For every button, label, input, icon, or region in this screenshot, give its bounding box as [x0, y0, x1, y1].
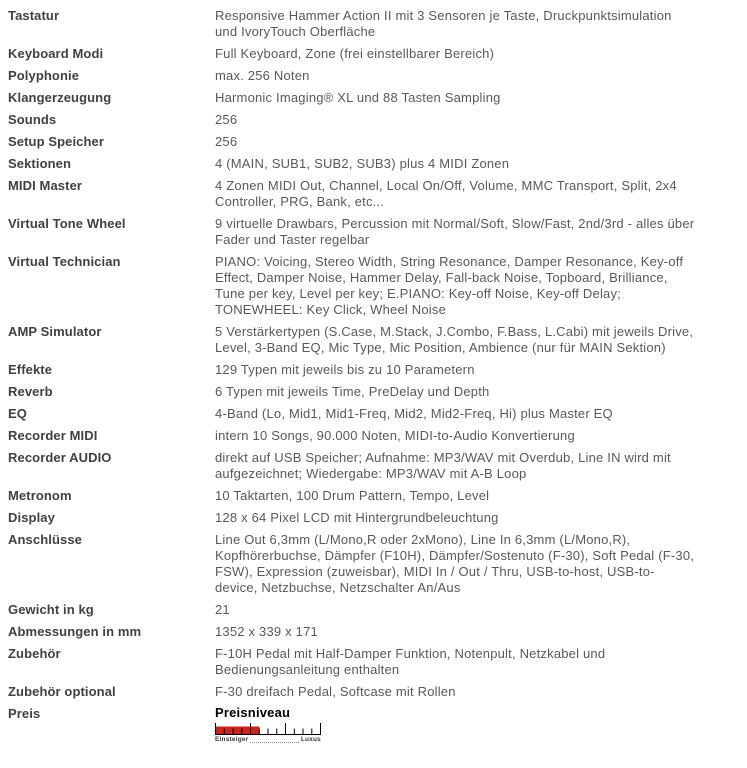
spec-value: 9 virtuelle Drawbars, Percussion mit Normal/Soft, Slow/Fast, 2nd/3rd - alles über Fader und Taster regelbar — [215, 216, 695, 247]
spec-value: direkt auf USB Speicher; Aufnahme: MP3/WAV mit Overdub, Line IN wird mit aufgezeichnet; Wiedergabe: MP3/WAV mit A-B Loop — [215, 450, 671, 481]
spec-value: 5 Verstärkertypen (S.Case, M.Stack, J.Combo, F.Bass, L.Cabi) mit jeweils Drive, Level, 3-Band EQ, Mic Type, Mic Position, Ambience (nur für MAIN Sektion) — [215, 324, 694, 355]
spec-row-abmessungen — [8, 624, 741, 640]
spec-row-anschluesse — [8, 532, 741, 596]
spec-label: Sektionen — [8, 156, 72, 171]
spec-row-sounds — [8, 112, 741, 128]
spec-label: Anschlüsse — [8, 532, 82, 547]
spec-label: Recorder AUDIO — [8, 450, 112, 465]
spec-row-keyboard-modi — [8, 46, 741, 62]
spec-value: Responsive Hammer Action II mit 3 Sensoren je Taste, Druckpunktsimulation und IvoryTouch Oberfläche — [215, 8, 672, 39]
spec-value: Harmonic Imaging® XL und 88 Tasten Sampling — [215, 90, 501, 105]
spec-value: 4-Band (Lo, Mid1, Mid1-Freq, Mid2, Mid2-Freq, Hi) plus Master EQ — [215, 406, 613, 421]
spec-value: 6 Typen mit jeweils Time, PreDelay und Depth — [215, 384, 490, 399]
spec-label: Klangerzeugung — [8, 90, 112, 105]
spec-row-virtual-technician — [8, 254, 741, 318]
spec-label: Display — [8, 510, 55, 525]
price-level-max-label: Luxus — [300, 736, 321, 743]
spec-label: Reverb — [8, 384, 53, 399]
spec-row-amp-simulator — [8, 324, 741, 356]
spec-label: Virtual Technician — [8, 254, 121, 269]
spec-value: 129 Typen mit jeweils bis zu 10 Parametern — [215, 362, 475, 377]
price-level-graphic — [215, 706, 325, 744]
spec-label: AMP Simulator — [8, 324, 102, 339]
spec-row-setup-speicher — [8, 134, 741, 150]
price-level-title: Preisniveau — [215, 705, 291, 720]
spec-label: Metronom — [8, 488, 72, 503]
spec-label: Polyphonie — [8, 68, 80, 83]
spec-label: EQ — [8, 406, 27, 421]
spec-value: max. 256 Noten — [215, 68, 310, 83]
spec-label: Gewicht in kg — [8, 602, 94, 617]
spec-value: F-30 dreifach Pedal, Softcase mit Rollen — [215, 684, 456, 699]
spec-value: 21 — [215, 602, 230, 617]
spec-row-display — [8, 510, 741, 526]
spec-label: MIDI Master — [8, 178, 83, 193]
spec-value: 128 x 64 Pixel LCD mit Hintergrundbeleuchtung — [215, 510, 499, 525]
spec-label: Virtual Tone Wheel — [8, 216, 126, 231]
spec-label: Keyboard Modi — [8, 46, 104, 61]
spec-row-recorder-midi — [8, 428, 741, 444]
spec-value: F-10H Pedal mit Half-Damper Funktion, Notenpult, Netzkabel und Bedienungsanleitung enthalten — [215, 646, 606, 677]
spec-label: Zubehör optional — [8, 684, 116, 699]
spec-label: Preis — [8, 706, 41, 721]
price-level-scale-labels — [215, 736, 321, 744]
price-level-fill — [216, 727, 260, 735]
spec-row-tastatur — [8, 8, 741, 40]
spec-row-virtual-tone-wheel — [8, 216, 741, 248]
spec-value: 10 Taktarten, 100 Drum Pattern, Tempo, Level — [215, 488, 490, 503]
spec-value: 4 Zonen MIDI Out, Channel, Local On/Off, Volume, MMC Transport, Split, 2x4 Controller, PRG, Bank, etc... — [215, 178, 677, 209]
spec-row-preis — [8, 706, 741, 744]
spec-value: PIANO: Voicing, Stereo Width, String Resonance, Damper Resonance, Key-off Effect, Damper Noise, Hammer Delay, Fall-back Noise, Topboard, Brilliance, Tune per key, Level per key; E.PIANO: Key-off Noise, Key-off Delay; TONEWHEEL: Key Click, Wheel Noise — [215, 254, 684, 317]
spec-value: 1352 x 339 x 171 — [215, 624, 318, 639]
spec-label: Zubehör — [8, 646, 61, 661]
spec-row-klangerzeugung — [8, 90, 741, 106]
spec-label: Abmessungen in mm — [8, 624, 142, 639]
spec-row-eq — [8, 406, 741, 422]
spec-value: intern 10 Songs, 90.000 Noten, MIDI-to-Audio Konvertierung — [215, 428, 575, 443]
spec-row-sektionen — [8, 156, 741, 172]
price-level-min-label: Einsteiger — [215, 736, 249, 743]
spec-row-effekte — [8, 362, 741, 378]
spec-row-zubehoer-optional — [8, 684, 741, 700]
spec-value: Line Out 6,3mm (L/Mono,R oder 2xMono), Line In 6,3mm (L/Mono,R), Kopfhörerbuchse, Dämpfer (F10H), Dämpfer/Sostenuto (F-30), Soft Pedal (F-30, FSW), Expression (zuweisbar), MIDI In / Out / Thru, USB-to-host, USB-to-device, Netzbuchse, Netzschalter An/Aus — [215, 532, 695, 595]
spec-label: Setup Speicher — [8, 134, 105, 149]
spec-label: Sounds — [8, 112, 57, 127]
spec-value: 256 — [215, 112, 238, 127]
spec-value — [215, 706, 695, 744]
spec-label: Tastatur — [8, 8, 60, 23]
spec-row-polyphonie — [8, 68, 741, 84]
spec-row-midi-master — [8, 178, 741, 210]
spec-label: Effekte — [8, 362, 53, 377]
spec-label: Recorder MIDI — [8, 428, 98, 443]
spec-value: 256 — [215, 134, 238, 149]
spec-row-metronom — [8, 488, 741, 504]
spec-value: Full Keyboard, Zone (frei einstellbarer Bereich) — [215, 46, 495, 61]
price-level-meter-icon — [215, 722, 321, 735]
spec-row-zubehoer — [8, 646, 741, 678]
spec-row-reverb — [8, 384, 741, 400]
spec-row-recorder-audio — [8, 450, 741, 482]
price-level-leader-line — [250, 742, 298, 743]
spec-row-gewicht — [8, 602, 741, 618]
spec-value: 4 (MAIN, SUB1, SUB2, SUB3) plus 4 MIDI Zonen — [215, 156, 510, 171]
